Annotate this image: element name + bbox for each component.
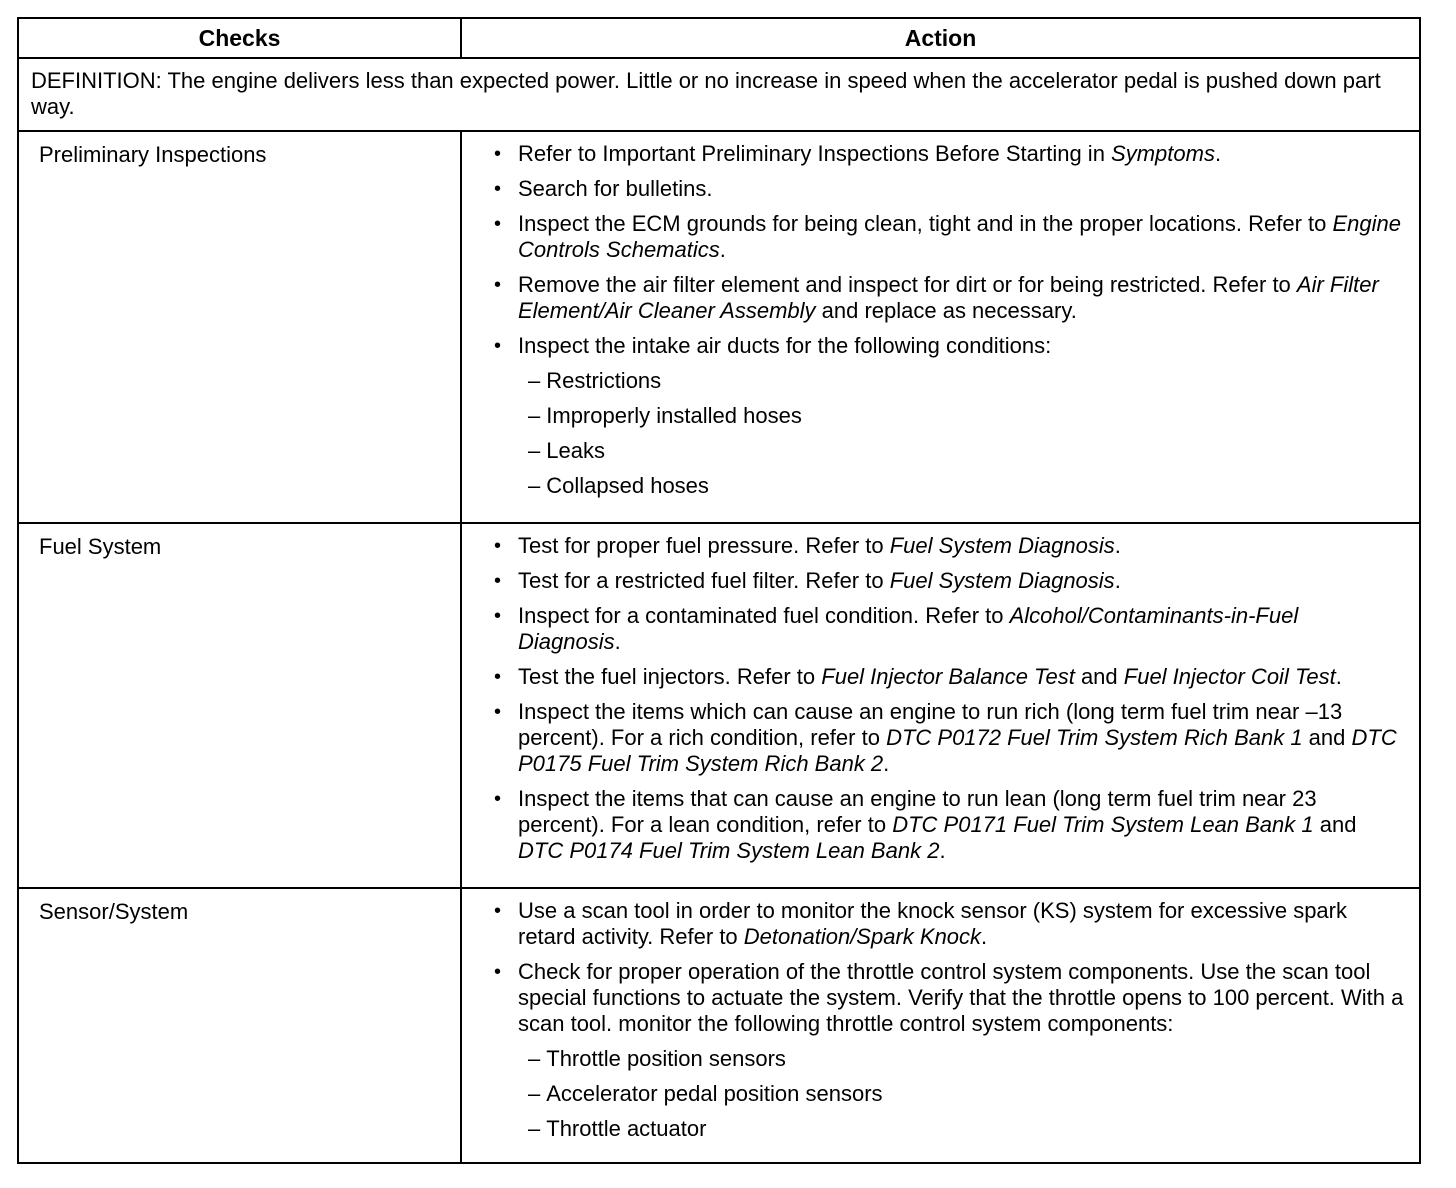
bullet-icon: • (494, 605, 502, 628)
item-text: . (883, 751, 890, 777)
bullet-icon: • (494, 212, 502, 235)
list-item (492, 898, 1407, 950)
list-item (492, 959, 1407, 1037)
list-item (492, 141, 1407, 167)
table-row (18, 131, 1420, 523)
reference-text: Fuel System Diagnosis (889, 533, 1115, 559)
action-cell (461, 131, 1420, 523)
sub-item-text: Throttle actuator (546, 1115, 707, 1141)
sub-item-text: Restrictions (546, 367, 662, 393)
list-item (492, 333, 1407, 359)
bullet-icon: • (494, 142, 502, 165)
reference-text: Fuel System Diagnosis (889, 568, 1115, 594)
definition-row (18, 58, 1420, 131)
reference-text: DTC P0175 Fuel Trim System Rich Bank 2 (518, 725, 1397, 777)
item-text: . (981, 923, 988, 949)
bullet-icon: • (494, 334, 502, 357)
list-item (492, 176, 1407, 202)
sub-list-item (492, 1046, 1407, 1072)
dash-icon: – (528, 472, 541, 498)
checks-header: Checks (18, 18, 461, 58)
definition-text: DEFINITION: The engine delivers less than expected power. Little or no increase in speed when the accelerator pedal is pushed down part way. (18, 58, 1420, 131)
sub-list-item (492, 473, 1407, 499)
bullet-icon: • (494, 788, 502, 811)
dash-icon: – (528, 437, 541, 463)
sub-item-text: Accelerator pedal position sensors (546, 1080, 883, 1106)
item-text: Refer to Important Preliminary Inspections Before Starting in (518, 140, 1112, 166)
check-cell: Fuel System (18, 523, 461, 888)
list-item (492, 603, 1407, 655)
dash-icon: – (528, 1045, 541, 1071)
item-text: Test for a restricted fuel filter. Refer to (518, 568, 890, 594)
item-text: . (614, 629, 621, 655)
bullet-icon: • (494, 666, 502, 689)
dash-icon: – (528, 367, 541, 393)
item-text: Inspect the items that can cause an engine to run lean (long term fuel trim near 23 percent). For a lean condition, refer to (518, 786, 1317, 838)
dash-icon: – (528, 1115, 541, 1141)
check-cell: Sensor/System (18, 888, 461, 1163)
bullet-icon: • (494, 177, 502, 200)
item-text: and (1302, 725, 1352, 751)
reference-text: Alcohol/Contaminants-in-Fuel Diagnosis (518, 603, 1299, 655)
list-item (492, 699, 1407, 777)
bullet-icon: • (494, 273, 502, 296)
list-item (492, 211, 1407, 263)
item-text: . (1335, 664, 1342, 690)
reference-text: Detonation/Spark Knock (743, 923, 982, 949)
sub-list-item (492, 403, 1407, 429)
action-header: Action (461, 18, 1420, 58)
sub-item-text: Leaks (546, 437, 605, 463)
item-text: Inspect for a contaminated fuel condition. Refer to (518, 603, 1010, 629)
sub-list-item (492, 1116, 1407, 1142)
action-cell (461, 523, 1420, 888)
bullet-icon: • (494, 701, 502, 724)
reference-text: Air Filter Element/Air Cleaner Assembly (518, 271, 1379, 323)
item-text: . (1114, 533, 1121, 559)
sub-list-item (492, 368, 1407, 394)
sub-item-text: Improperly installed hoses (546, 402, 802, 428)
item-text: Check for proper operation of the throttle control system components. Use the scan tool special functions to actuate the system. Verify that the throttle opens to 100 percent. With a scan tool. monitor the following throttle control system components: (518, 958, 1404, 1036)
item-text: and replace as necessary. (815, 297, 1077, 323)
list-item (492, 272, 1407, 324)
item-text: . (1114, 568, 1121, 594)
item-text: Inspect the ECM grounds for being clean, tight and in the proper locations. Refer to (518, 210, 1333, 236)
header-row (18, 18, 1420, 58)
reference-text: Fuel Injector Coil Test (1123, 664, 1336, 690)
item-text: Remove the air filter element and inspect for dirt or for being restricted. Refer to (518, 271, 1297, 297)
bullet-icon: • (494, 899, 502, 922)
sub-list-item (492, 1081, 1407, 1107)
list-item (492, 533, 1407, 559)
item-text: Search for bulletins. (518, 175, 713, 201)
item-text: and (1074, 664, 1124, 690)
list-item (492, 568, 1407, 594)
item-text: . (939, 838, 946, 864)
reference-text: Fuel Injector Balance Test (821, 664, 1075, 690)
item-text: . (719, 236, 726, 262)
check-cell: Preliminary Inspections (18, 131, 461, 523)
item-text: Use a scan tool in order to monitor the knock sensor (KS) system for excessive spark retard activity. Refer to (518, 897, 1347, 949)
list-item (492, 664, 1407, 690)
action-cell (461, 888, 1420, 1163)
table-row (18, 523, 1420, 888)
sub-list-item (492, 438, 1407, 464)
sub-item-text: Collapsed hoses (546, 472, 709, 498)
sub-item-text: Throttle position sensors (546, 1045, 786, 1071)
item-text: Test for proper fuel pressure. Refer to (518, 533, 890, 559)
bullet-icon: • (494, 570, 502, 593)
reference-text: DTC P0174 Fuel Trim System Lean Bank 2 (518, 838, 940, 864)
dash-icon: – (528, 402, 541, 428)
reference-text: DTC P0171 Fuel Trim System Lean Bank 1 (892, 812, 1314, 838)
reference-text: DTC P0172 Fuel Trim System Rich Bank 1 (886, 725, 1303, 751)
item-text: Test the fuel injectors. Refer to (518, 664, 822, 690)
item-text: and (1313, 812, 1357, 838)
table-row (18, 888, 1420, 1163)
item-text: Inspect the items which can cause an engine to run rich (long term fuel trim near –13 percent). For a rich condition, refer to (518, 699, 1343, 751)
diagnostic-table (17, 17, 1421, 1164)
dash-icon: – (528, 1080, 541, 1106)
reference-text: Engine Controls Schematics (518, 210, 1401, 262)
list-item (492, 786, 1407, 864)
item-text: . (1214, 140, 1222, 166)
bullet-icon: • (494, 960, 502, 983)
item-text: Inspect the intake air ducts for the following conditions: (518, 332, 1052, 358)
reference-text: Symptoms (1111, 140, 1215, 166)
bullet-icon: • (494, 535, 502, 558)
